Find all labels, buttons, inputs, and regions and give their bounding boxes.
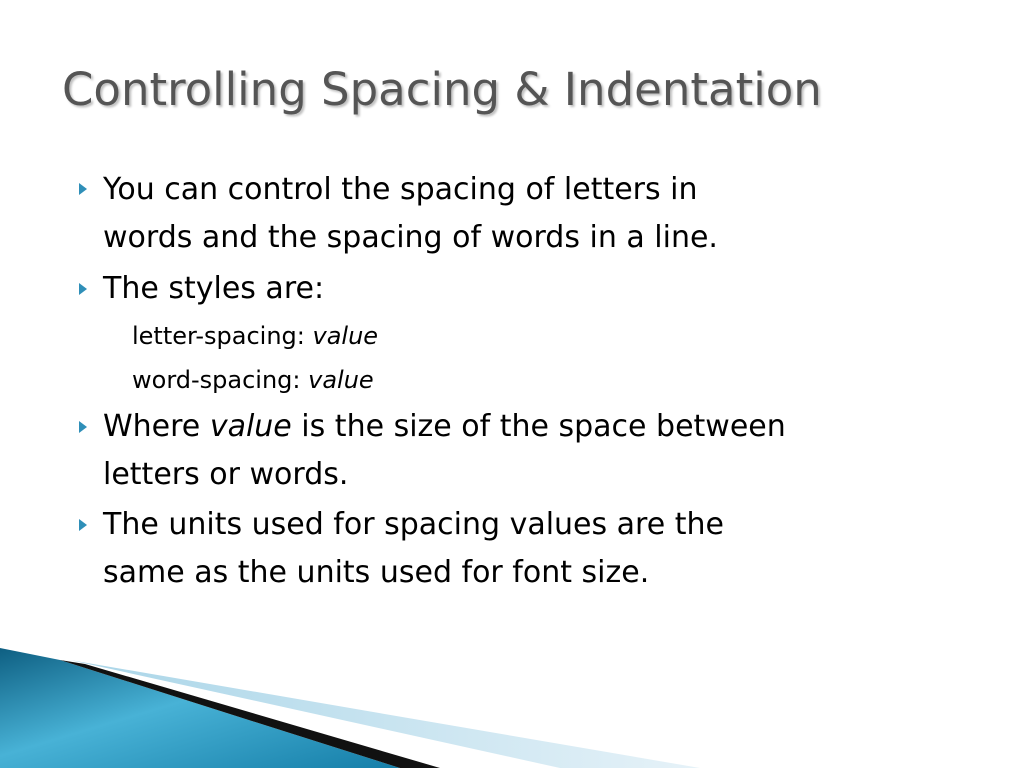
bullet-item-3-value: value [209, 409, 292, 444]
sub-item-word-spacing-value: value [308, 366, 374, 394]
bullet-item-3-after: is the size of the space between [291, 409, 786, 444]
bullet-item-4-line2: same as the units used for font size. [103, 555, 650, 590]
sub-item-word-spacing-label: word-spacing: [132, 366, 309, 394]
bullet-item-1-line1: You can control the spacing of letters in [103, 172, 698, 207]
sub-item-letter-spacing-label: letter-spacing: [132, 322, 313, 350]
bullet-item-3-line2: letters or words. [103, 457, 349, 492]
bullet-item-1-line2: words and the spacing of words in a line. [103, 220, 718, 255]
slide-title: Controlling Spacing & Indentation [62, 63, 822, 116]
bullet-item-4-line1: The units used for spacing values are the [103, 507, 724, 542]
sub-item-letter-spacing-value: value [312, 322, 379, 350]
bullet-item-2-text: The styles are: [103, 271, 325, 306]
bullet-item-3-before: Where [103, 409, 210, 444]
